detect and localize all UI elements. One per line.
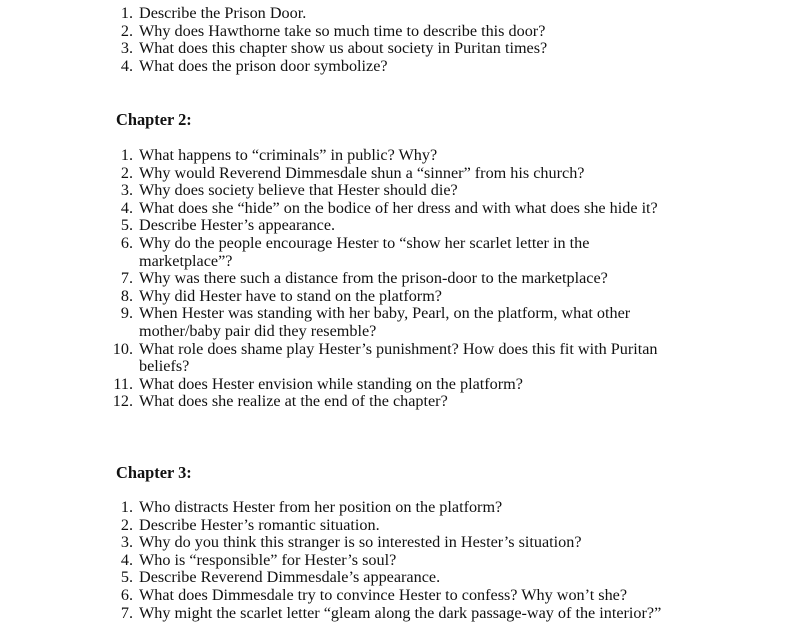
list-item bbox=[0, 499, 669, 517]
question-number: 5. bbox=[120, 216, 133, 235]
list-item bbox=[0, 393, 669, 411]
question-text: Who is “responsible” for Hester’s soul? bbox=[139, 550, 397, 569]
list-item bbox=[0, 305, 669, 340]
question-text: Describe the Prison Door. bbox=[139, 4, 307, 22]
question-number: 4. bbox=[120, 550, 133, 569]
question-number: 7. bbox=[120, 603, 133, 622]
question-number: 10. bbox=[112, 339, 133, 358]
question-text: Describe Hester’s appearance. bbox=[139, 216, 336, 235]
list-item bbox=[0, 23, 669, 41]
list-item bbox=[0, 270, 669, 288]
question-number: 9. bbox=[120, 304, 133, 323]
question-text: Why might the scarlet letter “gleam along the dark passage-way of the interior?” bbox=[139, 603, 662, 622]
question-text: Why did Hester have to stand on the platform? bbox=[139, 286, 442, 305]
question-text: Why was there such a distance from the prison-door to the marketplace? bbox=[139, 269, 608, 288]
list-item bbox=[0, 569, 669, 587]
list-item bbox=[0, 182, 669, 200]
list-item bbox=[0, 517, 669, 535]
question-text: What does she realize at the end of the chapter? bbox=[139, 392, 448, 411]
question-number: 2. bbox=[120, 163, 133, 182]
list-item bbox=[0, 58, 669, 76]
question-number: 3. bbox=[120, 533, 133, 552]
chapter-2-question-list bbox=[0, 147, 669, 411]
question-text: Describe Reverend Dimmesdale’s appearance. bbox=[139, 568, 441, 587]
list-item bbox=[0, 40, 669, 58]
list-item bbox=[0, 534, 669, 552]
list-item bbox=[0, 235, 669, 270]
question-number: 1. bbox=[120, 4, 133, 22]
list-item bbox=[0, 200, 669, 218]
list-item bbox=[0, 5, 669, 23]
question-text: What does Dimmesdale try to convince Hester to confess? Why won’t she? bbox=[139, 585, 628, 604]
list-item bbox=[0, 165, 669, 183]
question-text: Who distracts Hester from her position on the platform? bbox=[139, 498, 503, 516]
question-text: Why do you think this stranger is so interested in Hester’s situation? bbox=[139, 533, 582, 552]
list-item bbox=[0, 587, 669, 605]
question-text: Why does Hawthorne take so much time to describe this door? bbox=[139, 21, 546, 40]
question-text: Why does society believe that Hester should die? bbox=[139, 181, 458, 200]
question-number: 6. bbox=[120, 585, 133, 604]
question-text: Why do the people encourage Hester to “show her scarlet letter in the marketplace”? bbox=[139, 233, 590, 270]
question-number: 2. bbox=[120, 21, 133, 40]
chapter-3-question-list bbox=[0, 499, 669, 622]
question-text: What does the prison door symbolize? bbox=[139, 56, 388, 75]
list-item bbox=[0, 217, 669, 235]
question-number: 7. bbox=[120, 269, 133, 288]
question-text: What does this chapter show us about society in Puritan times? bbox=[139, 39, 548, 58]
question-number: 8. bbox=[120, 286, 133, 305]
list-item bbox=[0, 376, 669, 394]
question-text: Describe Hester’s romantic situation. bbox=[139, 515, 380, 534]
question-number: 2. bbox=[120, 515, 133, 534]
question-text: Why would Reverend Dimmesdale shun a “sinner” from his church? bbox=[139, 163, 585, 182]
list-item bbox=[0, 147, 669, 165]
question-text: When Hester was standing with her baby, Pearl, on the platform, what other mother/baby pair did they resemble? bbox=[139, 304, 631, 340]
list-item bbox=[0, 552, 669, 570]
list-item bbox=[0, 605, 669, 623]
question-number: 5. bbox=[120, 568, 133, 587]
question-number: 6. bbox=[120, 233, 133, 252]
chapter-3-heading: Chapter 3: bbox=[116, 463, 192, 482]
question-number: 1. bbox=[120, 146, 133, 164]
question-number: 3. bbox=[120, 181, 133, 200]
question-number: 1. bbox=[120, 498, 133, 516]
question-text: What does Hester envision while standing on the platform? bbox=[139, 374, 523, 393]
question-text: What role does shame play Hester’s punishment? How does this fit with Puritan beliefs? bbox=[139, 339, 658, 376]
question-number: 4. bbox=[120, 198, 133, 217]
list-item bbox=[0, 341, 669, 376]
question-number: 3. bbox=[120, 39, 133, 58]
chapter-2-heading: Chapter 2: bbox=[116, 110, 192, 129]
question-number: 4. bbox=[120, 56, 133, 75]
question-text: What does she “hide” on the bodice of her dress and with what does she hide it? bbox=[139, 198, 658, 217]
question-text: What happens to “criminals” in public? Why? bbox=[139, 146, 438, 164]
section1-question-list bbox=[0, 5, 669, 75]
question-number: 12. bbox=[112, 392, 133, 411]
question-number: 11. bbox=[113, 374, 133, 393]
list-item bbox=[0, 288, 669, 306]
